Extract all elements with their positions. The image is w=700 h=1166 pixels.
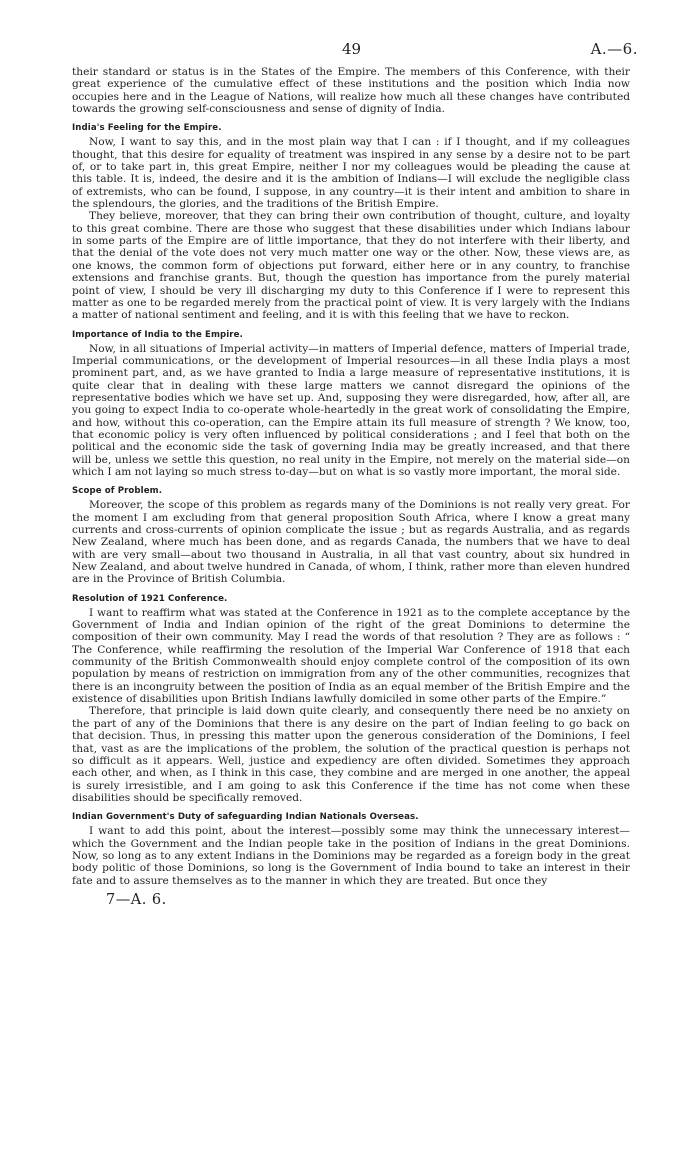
section-indian-government-duty	[72, 812, 630, 887]
section-heading: Resolution of 1921 Conference.	[72, 593, 228, 604]
document-page	[72, 40, 638, 908]
section-scope-of-problem	[72, 486, 630, 585]
body-paragraph: I want to add this point, about the interest—possibly some may think the unnecessary interest—which the Government and the Indian people take in the position of Indians in the great Dominions. Now, so long as to any extent Indians in the Dominions may be regarded as a foreign body in the great body politic of those Dominions, so long is the Government of India bound to take an interest in their fate and to assure themselves as to the manner in which they are treated. But once they	[72, 825, 630, 887]
section-india-feeling	[72, 123, 630, 321]
body-paragraph: They believe, moreover, that they can bring their own contribution of thought, culture, and loyalty to this great combine. There are those who suggest that these disabilities under which Indians labour in some parts of the Empire are of little importance, that they do not interfere with their liberty, and that the denial of the vote does not very much matter one way or the other. Now, these views are, as one knows, the common form of objections put forward, either here or in any country, to franchise extensions and franchise grants. But, though the question has importance from the purely material point of view, I should be very ill discharging my duty to this Conference if I were to represent this matter as one to be regarded merely from the practical point of view. It is very largely with the Indians a matter of national sentiment and feeling, and it is with this feeling that we have to reckon.	[72, 210, 630, 322]
section-heading: Indian Government's Duty of safeguarding Indian Nationals Overseas.	[72, 812, 419, 823]
body-paragraph: Moreover, the scope of this problem as regards many of the Dominions is not really very great. For the moment I am excluding from that general proposition South Africa, where I know a great many currents and cross-currents of opinion complicate the issue ; but as regards Australia, and as regards New Zealand, where much has been done, and as regards Canada, the numbers that we have to deal with are very small—about two thousand in Australia, in all that vast country, about six hundred in New Zealand, and about twelve hundred in Canada, of whom, I think, rather more than eleven hundred are in the Province of British Columbia.	[72, 499, 630, 586]
body-paragraph: I want to reaffirm what was stated at the Conference in 1921 as to the complete acceptance by the Government of India and Indian opinion of the right of the great Dominions to determine the composition of their own community. May I read the words of that resolution ? They are as follows : “ The Conference, while reaffirming the resolution of the Imperial War Conference of 1918 that each community of the British Commonwealth should enjoy complete control of the composition of its own population by means of restriction on immigration from any of the other communities, recognizes that there is an incongruity between the position of India as an equal member of the British Empire and the existence of disabilities upon British Indians lawfully domiciled in some other parts of the Empire.”	[72, 606, 630, 706]
section-importance-of-india	[72, 330, 630, 479]
body-paragraph: Now, in all situations of Imperial activity—in matters of Imperial defence, matters of Imperial trade, Imperial communications, or the development of Imperial resources—in all these India plays a most prominent part, and, as we have granted to India a large measure of representative institutions, it is quite clear that in dealing with these large matters we cannot disregard the opinions of the representative bodies which we have set up. And, supposing they were disregarded, how, after all, are you going to expect India to co-operate whole-heartedly in the great work of consolidating the Empire, and how, without this co-operation, can the Empire attain its full measure of strength ? We know, too, that economic policy is very often influenced by political considerations ; and I feel that both on the political and the economic side the task of governing India may be greatly increased, and that there will be, unless we settle this question, no real unity in the Empire, not merely on the material side—on which I am not laying so much stress to-day—but on what is so vastly more important, the moral side.	[72, 342, 630, 478]
section-resolution-1921	[72, 594, 630, 805]
page-header	[72, 40, 638, 66]
section-heading: Scope of Problem.	[72, 486, 163, 497]
body-paragraph: Therefore, that principle is laid down quite clearly, and consequently there need be no anxiety on the part of any of the Dominions that there is any desire on the part of Indian feeling to go back on that decision. Thus, in pressing this matter upon the generous consideration of the Dominions, I feel that, vast as are the implications of the problem, the solution of the practical question is perhaps not so difficult as it appears. Well, justice and expediency are often divided. Sometimes they approach each other, and when, as I think in this case, they combine and are merged in one another, the appeal is surely irresistible, and I am going to ask this Conference if the time has not come when these disabilities should be specifically removed.	[72, 705, 630, 804]
body-paragraph: Now, I want to say this, and in the most plain way that I can : if I thought, and if my colleagues thought, that this desire for equality of treatment was inspired in any sense by a desire not to be part of, or to take part in, this great Empire, neither I nor my colleagues would be pleading the cause at this table. It is, indeed, the desire and it is the ambition of Indians—I will exclude the negligible class of extremists, who can be found, I suppose, in any country—it is their intent and ambition to share in the splendours, the glories, and the traditions of the British Empire.	[72, 136, 630, 211]
document-reference: A.—6.	[590, 40, 638, 58]
intro-paragraph: their standard or status is in the States of the Empire. The members of this Conference, with their great experience of the cumulative effect of these institutions and the position which India now occupies here and in the League of Nations, will realize how much all these changes have contributed towards the growing self-consciousness and sense of dignity of India.	[72, 66, 630, 116]
page-number: 49	[342, 40, 362, 58]
section-heading: Importance of India to the Empire.	[72, 329, 243, 340]
section-heading: India's Feeling for the Empire.	[72, 123, 222, 134]
signature-mark: 7—A. 6.	[106, 891, 167, 908]
